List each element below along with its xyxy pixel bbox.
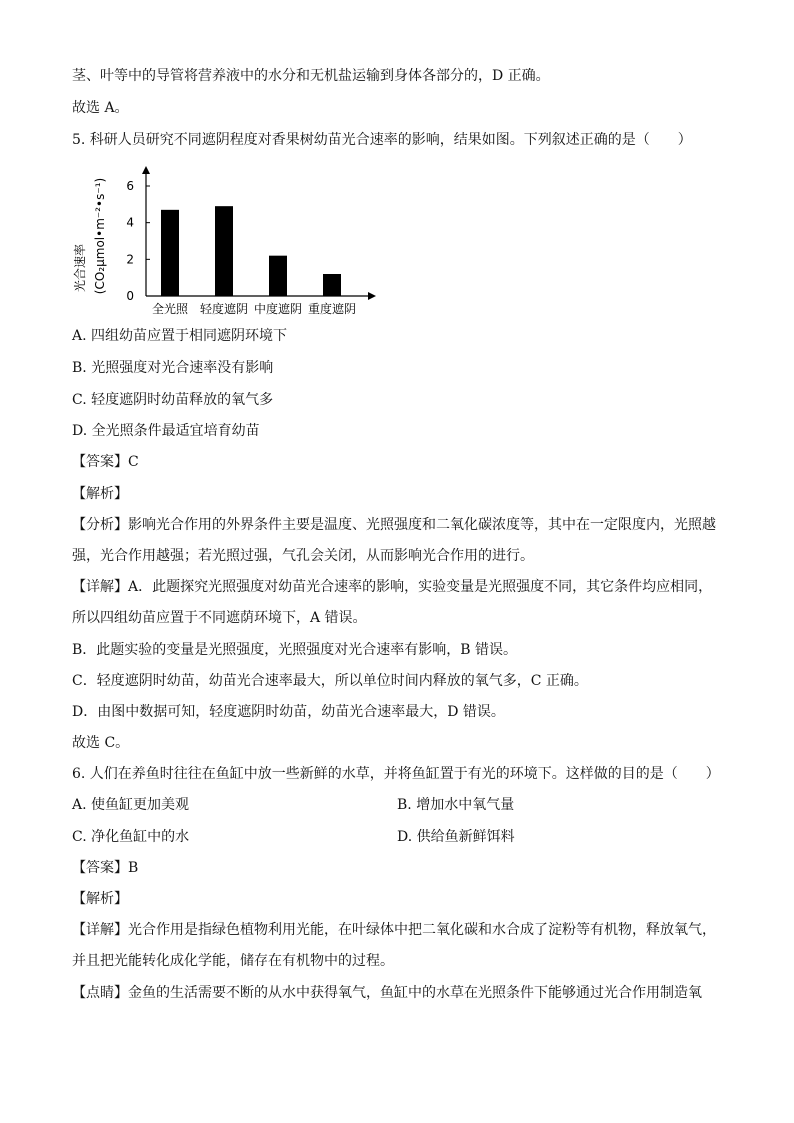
x-tick-label: 重度遮阴 <box>307 302 357 316</box>
bar-chart <box>70 158 390 320</box>
text-line: 茎、叶等中的导管将营养液中的水分和无机盐运输到身体各部分的，D 正确。 <box>72 68 550 84</box>
bar <box>323 274 341 296</box>
key-point-text: 【点睛】金鱼的生活需要不断的从水中获得氧气，鱼缸中的水草在光照条件下能够通过光合作用制造氧 <box>72 985 702 1001</box>
analysis-text: 强，光合作用越强；若光照过强，气孔会关闭，从而影响光合作用的进行。 <box>72 548 534 564</box>
question-6-stem: 6. 人们在养鱼时往往在鱼缸中放一些新鲜的水草，并将鱼缸置于有光的环境下。这样做的目的是（ ） <box>72 766 720 782</box>
detail-text: 【详解】A．此题探究光照强度对幼苗光合速率的影响，实验变量是光照强度不同，其它条件均应相同， <box>72 579 713 595</box>
detail-text: 并且把光能转化成化学能，储存在有机物中的过程。 <box>72 953 394 969</box>
option-5a: A. 四组幼苗应置于相同遮阴环境下 <box>72 328 288 344</box>
detail-text: B．此题实验的变量是光照强度，光照强度对光合速率有影响，B 错误。 <box>72 642 518 658</box>
option-5d: D. 全光照条件最适宜培育幼苗 <box>72 423 260 439</box>
detail-text: C．轻度遮阴时幼苗，幼苗光合速率最大，所以单位时间内释放的氧气多，C 正确。 <box>72 673 588 689</box>
question-5-stem: 5. 科研人员研究不同遮阴程度对香果树幼苗光合速率的影响，结果如图。下列叙述正确的是（ ） <box>72 132 692 148</box>
text-line: 故选 A。 <box>72 100 129 116</box>
x-tick-label: 轻度遮阴 <box>199 302 249 316</box>
y-axis-label: 光合速率 <box>73 243 87 293</box>
option-6d: D. 供给鱼新鲜饵料 <box>397 829 515 845</box>
option-6b: B. 增加水中氧气量 <box>397 797 515 813</box>
option-6a: A. 使鱼缸更加美观 <box>72 797 190 813</box>
option-6c: C. 净化鱼缸中的水 <box>72 829 190 845</box>
y-tick-label: 0 <box>126 289 134 303</box>
bar <box>269 256 287 296</box>
conclusion-5: 故选 C。 <box>72 735 130 751</box>
detail-text: D．由图中数据可知，轻度遮阴时幼苗，幼苗光合速率最大，D 错误。 <box>72 704 505 720</box>
y-tick-label: 4 <box>126 215 134 230</box>
y-axis-unit-label: (CO₂μmol•m⁻²•s⁻¹) <box>93 177 107 295</box>
y-tick-label: 6 <box>126 179 134 193</box>
x-tick-label: 中度遮阴 <box>253 302 303 316</box>
bar <box>161 210 179 296</box>
y-axis-arrow <box>142 166 150 174</box>
option-5c: C. 轻度遮阴时幼苗释放的氧气多 <box>72 392 274 408</box>
x-tick-label: 全光照 <box>151 302 189 316</box>
y-tick-label: 2 <box>126 252 134 267</box>
detail-text: 所以四组幼苗应置于不同遮荫环境下，A 错误。 <box>72 610 367 626</box>
option-5b: B. 光照强度对光合速率没有影响 <box>72 360 274 376</box>
answer-6: 【答案】B <box>72 860 139 876</box>
analysis-heading-6: 【解析】 <box>72 891 128 907</box>
x-axis-arrow <box>368 292 376 300</box>
bar <box>215 206 233 296</box>
answer-5: 【答案】C <box>72 454 139 470</box>
analysis-text: 【分析】影响光合作用的外界条件主要是温度、光照强度和二氧化碳浓度等，其中在一定限度内，光照越 <box>72 517 716 533</box>
detail-text: 【详解】光合作用是指绿色植物利用光能，在叶绿体中把二氧化碳和水合成了淀粉等有机物，释放氧气， <box>72 922 716 938</box>
analysis-heading-5: 【解析】 <box>72 486 128 502</box>
